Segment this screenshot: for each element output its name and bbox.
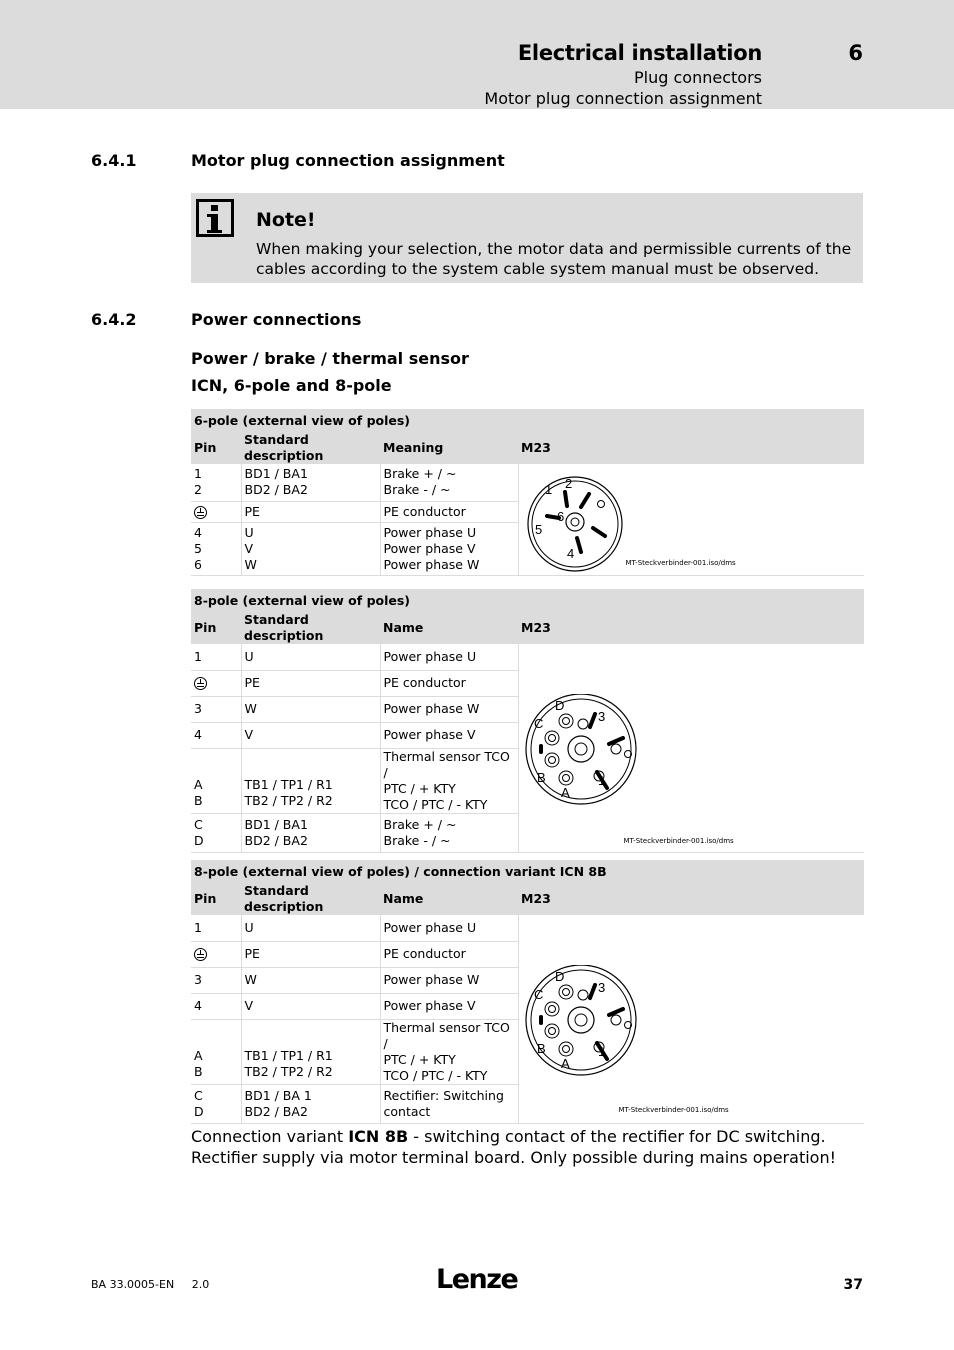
meaning-cell: Power phase V — [380, 993, 518, 1019]
pin-cell: 4 — [191, 722, 241, 748]
pin-label: B — [536, 770, 546, 785]
description-cell: PE — [241, 941, 380, 967]
pin-label: D — [554, 698, 564, 713]
table-caption: 8-pole (external view of poles) — [191, 589, 864, 612]
meaning-cell: PE conductor — [380, 670, 518, 696]
column-header: Pin — [191, 612, 241, 644]
paragraph-emphasis: ICN 8B — [348, 1127, 409, 1146]
column-header: Name — [380, 883, 518, 915]
column-header: Standard description — [241, 612, 380, 644]
header-title: Electrical installation — [517, 41, 762, 65]
pin-cell: 1 — [191, 644, 241, 670]
paragraph-text: - switching contact of the rectifier for DC switching. Rectifier supply via motor terminal board. Only possible during mains operation! — [191, 1127, 836, 1167]
column-header: M23 — [518, 612, 864, 644]
description-cell: PE — [241, 501, 380, 522]
meaning-cell: Power phase U Power phase V Power phase W — [380, 522, 518, 575]
pin-label: 3 — [597, 980, 605, 995]
pin-label: 3 — [597, 709, 605, 724]
meaning-cell: Thermal sensor TCO / PTC / + KTY TCO / PTC / - KTY — [380, 748, 518, 813]
pin-cell: 1 2 — [191, 464, 241, 501]
description-cell: BD1 / BA1 BD2 / BA2 — [241, 813, 380, 852]
description-cell: U — [241, 644, 380, 670]
pin-label: 2 — [564, 476, 572, 491]
image-source-label: MT-Steckverbinder-001.iso/dms — [623, 836, 734, 845]
pin-label: 6 — [556, 509, 564, 524]
pin-cell: C D — [191, 1084, 241, 1123]
pin-label: A — [560, 785, 570, 800]
section-number: 6.4.2 — [91, 310, 137, 329]
section-title: Power connections — [191, 310, 362, 329]
pin-label: C — [533, 716, 543, 731]
note-box — [191, 193, 863, 283]
pin-label: 5 — [534, 522, 542, 537]
document-number: BA 33.0005-EN — [91, 1278, 175, 1291]
lenze-logo: Lenze — [436, 1264, 518, 1295]
pin-label: C — [533, 987, 543, 1002]
meaning-cell: Rectifier: Switching contact — [380, 1084, 518, 1123]
pin-table-8-pole — [191, 589, 864, 853]
column-header: Pin — [191, 432, 241, 464]
pin-cell: 3 — [191, 967, 241, 993]
document-version: 2.0 — [191, 1278, 210, 1291]
description-cell: TB1 / TP1 / R1 TB2 / TP2 / R2 — [241, 748, 380, 813]
pin-cell: C D — [191, 813, 241, 852]
meaning-cell: Power phase W — [380, 967, 518, 993]
column-header: Standard description — [241, 883, 380, 915]
pin-label: 4 — [566, 546, 574, 561]
page-header — [0, 0, 954, 109]
meaning-cell: PE conductor — [380, 501, 518, 522]
meaning-cell: Power phase W — [380, 696, 518, 722]
pin-cell: A B — [191, 1019, 241, 1084]
pin-cell: 3 — [191, 696, 241, 722]
pin-label: D — [554, 969, 564, 984]
section-number: 6.4.1 — [91, 151, 137, 170]
column-header: Pin — [191, 883, 241, 915]
ground-icon — [194, 677, 207, 690]
pin-label: 1 — [597, 1044, 605, 1059]
meaning-cell: Brake + / ~ Brake - / ~ — [380, 464, 518, 501]
pin-table-8-pole-icn8b — [191, 860, 864, 1124]
table-row — [191, 915, 864, 941]
pin-cell: 4 5 6 — [191, 522, 241, 575]
meaning-cell: Power phase V — [380, 722, 518, 748]
description-cell: W — [241, 696, 380, 722]
chapter-number: 6 — [848, 41, 863, 65]
table-caption: 6-pole (external view of poles) — [191, 409, 864, 432]
description-cell: V — [241, 722, 380, 748]
description-cell: BD1 / BA1 BD2 / BA2 — [241, 464, 380, 501]
pin-table-6-pole — [191, 409, 864, 576]
pin-cell: A B — [191, 748, 241, 813]
meaning-cell: Brake + / ~ Brake - / ~ — [380, 813, 518, 852]
pin-cell — [191, 501, 241, 522]
description-cell: U V W — [241, 522, 380, 575]
footer-document-id — [91, 1278, 209, 1291]
table-caption: 8-pole (external view of poles) / connection variant ICN 8B — [191, 860, 864, 883]
pin-label: A — [560, 1056, 570, 1071]
description-cell: V — [241, 993, 380, 1019]
table-row — [191, 644, 864, 670]
pin-cell: 1 — [191, 915, 241, 941]
header-subtitle-1: Plug connectors — [634, 68, 762, 87]
connector-8-pole-diagram — [519, 694, 719, 814]
column-header: Meaning — [380, 432, 518, 464]
description-cell: BD1 / BA 1 BD2 / BA2 — [241, 1084, 380, 1123]
ground-icon — [194, 506, 207, 519]
pin-cell — [191, 670, 241, 696]
column-header: M23 — [518, 883, 864, 915]
description-cell: PE — [241, 670, 380, 696]
image-source-label: MT-Steckverbinder-001.iso/dms — [618, 1105, 729, 1114]
pin-label: B — [536, 1041, 546, 1056]
meaning-cell: Power phase U — [380, 644, 518, 670]
meaning-cell: PE conductor — [380, 941, 518, 967]
image-source-label: MT-Steckverbinder-001.iso/dms — [625, 558, 736, 567]
column-header: Standard description — [241, 432, 380, 464]
header-subtitle-2: Motor plug connection assignment — [484, 89, 762, 108]
column-header: M23 — [518, 432, 864, 464]
info-icon — [196, 199, 234, 241]
body-paragraph — [191, 1126, 866, 1168]
note-title: Note! — [256, 209, 316, 231]
meaning-cell: Power phase U — [380, 915, 518, 941]
subheading: Power / brake / thermal sensor — [191, 349, 469, 368]
note-text: When making your selection, the motor data and permissible currents of the cables according to the system cable system manual must be observed. — [256, 240, 852, 278]
connector-diagram-cell — [518, 464, 864, 575]
paragraph-text: Connection variant — [191, 1127, 349, 1146]
meaning-cell: Thermal sensor TCO / PTC / + KTY TCO / PTC / - KTY — [380, 1019, 518, 1084]
page-number: 37 — [843, 1277, 863, 1293]
description-cell: U — [241, 915, 380, 941]
connector-8-pole-icn8b-diagram — [519, 965, 719, 1085]
pin-cell — [191, 941, 241, 967]
pin-cell: 4 — [191, 993, 241, 1019]
description-cell: W — [241, 967, 380, 993]
column-header: Name — [380, 612, 518, 644]
connector-diagram-cell — [518, 644, 864, 852]
ground-icon — [194, 948, 207, 961]
pin-label: 1 — [597, 773, 605, 788]
description-cell: TB1 / TP1 / R1 TB2 / TP2 / R2 — [241, 1019, 380, 1084]
section-title: Motor plug connection assignment — [191, 151, 505, 170]
connector-diagram-cell — [518, 915, 864, 1123]
subheading: ICN, 6-pole and 8-pole — [191, 376, 392, 395]
table-row — [191, 464, 864, 501]
pin-label: 1 — [544, 482, 552, 497]
